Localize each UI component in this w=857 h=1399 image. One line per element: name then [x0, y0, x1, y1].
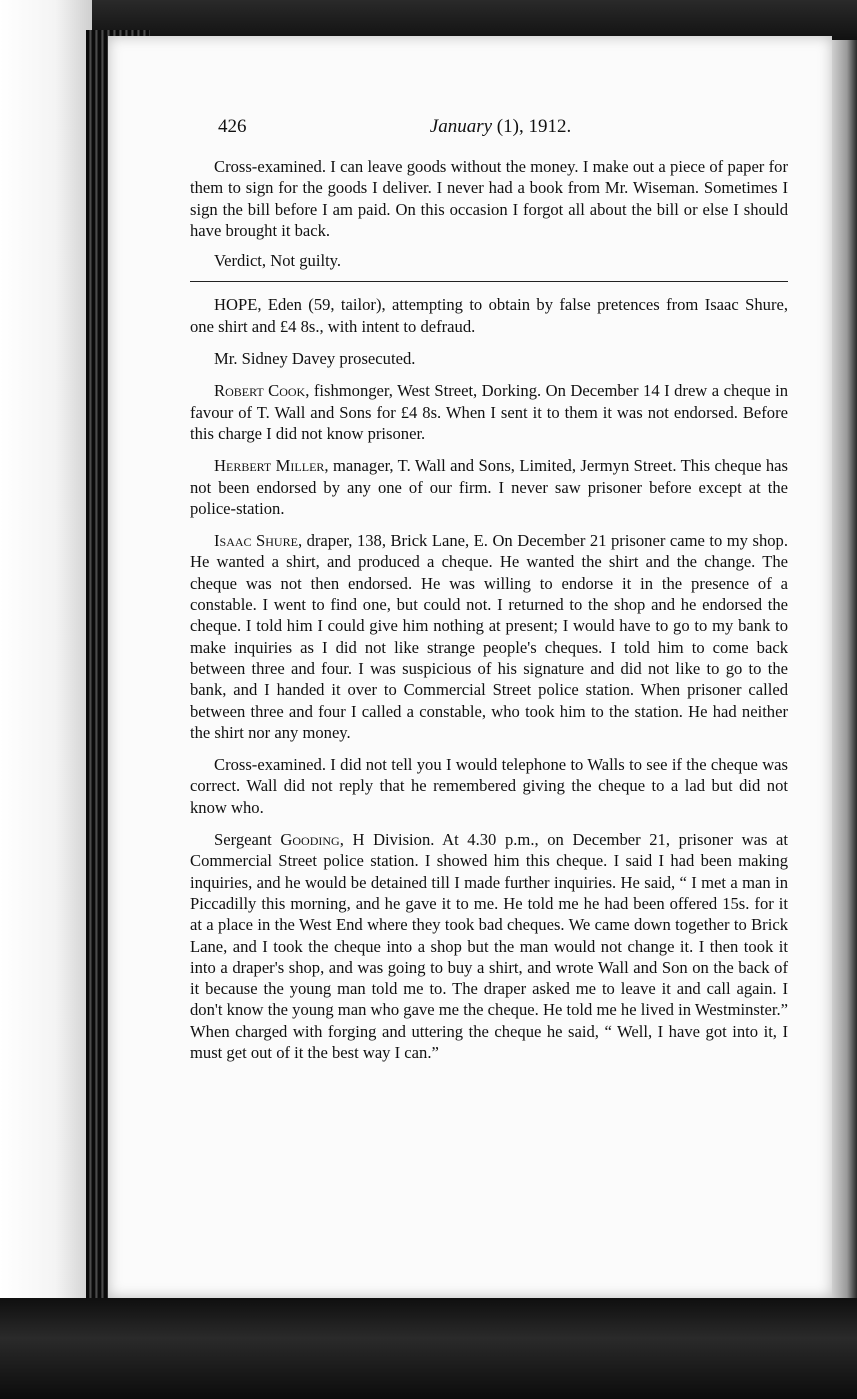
paragraph-witness-miller [190, 455, 788, 519]
witness-testimony: , manager, T. Wall and Sons, Limited, Jermyn Street. This cheque has not been endorsed by any one of our firm. I never saw prisoner before except at the police-station. [190, 456, 788, 518]
page-body [190, 156, 788, 1063]
paragraph-witness-shure [190, 530, 788, 743]
witness-testimony: , fishmonger, West Street, Dorking. On December 14 I drew a cheque in favour of T. Wall and Sons for £4 8s. When I sent it to them it was not endorsed. Before this charge I did not know prisoner. [190, 381, 788, 443]
paragraph-prosecutor: Mr. Sidney Davey prosecuted. [214, 349, 416, 369]
witness-testimony: , H Division. At 4.30 p.m., on December 21, prisoner was at Commercial Street police station. I showed him this cheque. I said I had been making inquiries, and he would be detained till I made further inquiries. He said, “ I met a man in Piccadilly this morning, and he gave it to me. He told me he had been offered 15s. for it at a place in the West End where they took bad cheques. We came down together to Brick Lane, and I took the cheque into a shop but the man would not change it. I then took it into a draper's shop, and was going to buy a shirt, and wrote Wall and Son on the back of it because the young man told me to. The draper asked me to leave it and call again. I don't know the young man who gave me the cheque. He told me he lived in Westminster.” When charged with forging and uttering the cheque he said, “ Well, I have got into it, I must get out of it the best way I can.” [190, 830, 789, 1062]
running-head-date: (1), 1912. [496, 116, 572, 137]
witness-name: Herbert Miller [214, 456, 325, 476]
witness-rank: Sergeant [214, 830, 281, 850]
witness-name: Isaac Shure [214, 531, 298, 551]
witness-name: Gooding [280, 830, 340, 850]
scan-bottom-shadow [0, 1298, 857, 1399]
paragraph-cross-examined-2: Cross-examined. I did not tell you I would telephone to Walls to see if the cheque was correct. Wall did not reply that he remembered giving the cheque to a lad but did not know who. [190, 755, 788, 817]
paragraph-witness-gooding [190, 829, 788, 1063]
scan-top-shadow [92, 0, 857, 40]
book-right-edge [832, 40, 857, 1300]
running-head [218, 116, 783, 138]
witness-testimony: , draper, 138, Brick Lane, E. On December 21 prisoner came to my shop. He wanted a shirt, and produced a cheque. He wanted the shirt and the change. The cheque was not then endorsed. He was willing to endorse it in the presence of a constable. I went to find one, but could not. I returned to the shop and he endorsed the cheque. I told him I could give him nothing at present; I would have to go to my bank to make inquiries as I did not like strange people's cheques. I told him to come back between three and four. I was suspicious of his signature and did not like to go to the bank, and I handed it over to Commercial Street police station. When prisoner called between three and four I called a constable, who took him to the station. He had neither the shirt nor any money. [190, 531, 788, 742]
paragraph-cross-examined: Cross-examined. I can leave goods without the money. I make out a piece of paper for them to sign for the goods I deliver. I never had a book from Mr. Wiseman. Sometimes I sign the bill before I am paid. On this occasion I forgot all about the bill or else I should have brought it back. [190, 157, 788, 240]
scan-left-margin [0, 0, 92, 1399]
section-divider [190, 281, 788, 282]
page-header [218, 116, 783, 142]
page-number: 426 [218, 116, 247, 137]
paragraph-witness-cook [190, 380, 788, 444]
paragraph-case-heading: HOPE, Eden (59, tailor), attempting to obtain by false pretences from Isaac Shure, one shirt and £4 8s., with intent to defraud. [190, 295, 788, 336]
paragraph-verdict: Verdict, Not guilty. [214, 251, 342, 271]
running-head-month: January [429, 116, 493, 137]
witness-name: Robert Cook [214, 381, 306, 401]
